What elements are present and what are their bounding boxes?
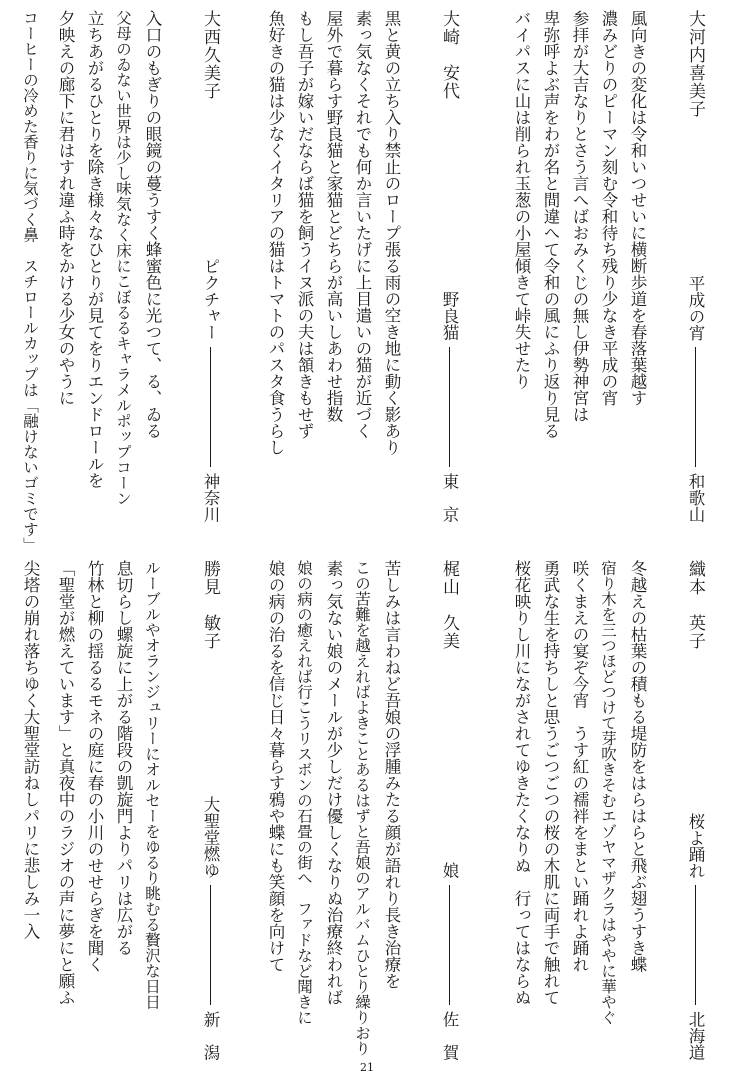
poem-line: 父母のゐない世界は少し味気なく床にこぼるるキャラメルポップコーン <box>114 10 132 506</box>
author-name: 織本 英子 <box>685 560 705 650</box>
dash-rule <box>695 347 696 467</box>
header-column <box>198 560 222 1060</box>
prefecture: 東 京 <box>440 472 459 522</box>
author-name: 大河内喜美子 <box>685 10 705 118</box>
bottom-section <box>0 560 734 1060</box>
poem-line: 冬越えの枯葉の積もる堤防をはらはらと飛ぶ翅うすき蝶 <box>628 560 647 973</box>
title-group <box>437 862 461 1060</box>
poem-line: 竹林と柳の揺るるモネの庭に春の小川のせせらぎを聞く <box>85 560 104 973</box>
poem-line: 尖塔の崩れ落ちゆく大聖堂訪ねしパリに悲しみ一入 <box>21 560 40 940</box>
title-group <box>198 796 222 1060</box>
dash-rule <box>210 885 211 1005</box>
poem-line: バイパスに山は削られ玉葱の小屋傾きて峠失せたり <box>512 10 531 390</box>
author-name: 大崎 安代 <box>439 10 459 100</box>
header-column <box>198 10 222 522</box>
poem-line: 風向きの変化は令和いつせいに横断歩道を春落葉越す <box>628 10 647 406</box>
poem-line: この苦難を越えればよきことあるはずと吾娘のアルバムひとり繰りおり <box>353 560 371 1056</box>
author-name: 大西久美子 <box>200 10 220 100</box>
poem-line: 黒と黄の立ち入り禁止のロープ張る雨の空き地に動く影あり <box>382 10 401 456</box>
poem-line: 息切らし螺旋に上がる階段の凱旋門よりパリは広がる <box>114 560 133 956</box>
poem-line: 立ちあがるひとりを除き様々なひとりが見てをりエンドロールを <box>85 10 104 489</box>
title-group <box>437 291 461 522</box>
prefecture: 佐 賀 <box>440 1010 459 1060</box>
poem-line: 素っ気なくそれでも何か言いたげに上目遣いの猫が近づく <box>353 10 372 439</box>
poem-line: 参拝が大吉なりとさう言へばおみくじの無し伊勢神宮は <box>570 10 589 423</box>
prefecture: 神奈川 <box>201 472 220 522</box>
dash-rule <box>449 885 450 1005</box>
poem-line: 苦しみは言わねど吾娘の浮腫みたる顔が語れり長き治療を <box>382 560 401 989</box>
poem-line: 魚好きの猫は少なくイタリアの猫はトマトのパスタ食うらし <box>266 10 285 456</box>
poem-line: 娘の病の治るを信じ日々暮らす鴉や蝶にも笑顔を向けて <box>266 560 285 973</box>
dash-rule <box>210 347 211 467</box>
poem-line: 娘の病の癒えれば行こうリスボンの石畳の街へ ファドなど聞きに <box>295 560 313 1025</box>
dash-rule <box>449 347 450 467</box>
header-column <box>437 10 461 522</box>
prefecture: 和歌山 <box>686 472 705 522</box>
poem-line: 夕映えの廊下に君はすれ違ふ時をかける少女のやうに <box>56 10 75 406</box>
poem-line: 桜花映りし川にながされてゆきたくなりぬ 行ってはならぬ <box>512 560 531 1006</box>
header-column <box>437 560 461 1060</box>
poem-series-title: 桜よ踊れ <box>686 812 705 879</box>
poem-line: 勇武な生を持ちしと思うごつごつの桜の木肌に両手で触れて <box>541 560 560 1006</box>
prefecture: 北海道 <box>686 1010 705 1060</box>
header-column <box>683 560 707 1060</box>
poem-series-title: 娘 <box>440 862 459 879</box>
dash-rule <box>695 885 696 1005</box>
poem-series-title: 平成の宵 <box>686 274 705 341</box>
poem-line: 卑弥呼よぶ声をわが名と間違へて令和の風にふり返り見る <box>541 10 560 439</box>
poem-line: ルーブルやオランジュリーにオルセーをゆるり眺むる贅沢な日日 <box>143 560 161 1010</box>
page-number: 21 <box>360 1061 374 1074</box>
top-section <box>0 10 734 553</box>
poem-line: 濃みどりのピーマン刻む令和待ち残り少なき平成の宵 <box>599 10 618 406</box>
title-group <box>683 275 707 523</box>
poem-line: 素っ気ない娘のメールが少しだけ優しくなりぬ治療終われば <box>324 560 343 1006</box>
poem-line: 「聖堂が燃えています」と真夜中のラジオの声に夢にと願ふ <box>56 560 75 1006</box>
author-name: 勝見 敏子 <box>200 560 220 650</box>
poem-line: コーヒーの冷めた香りに気づく鼻 スチロールカップは「融けないゴミです」 <box>21 10 39 553</box>
poem-series-title: 大聖堂燃ゆ <box>201 796 220 879</box>
poem-series-title: ピクチャー <box>201 258 220 341</box>
author-name: 梶山 久美 <box>439 560 459 650</box>
title-group <box>683 813 707 1061</box>
header-column <box>683 10 707 522</box>
poem-line: 入口のもぎりの眼鏡の蔓うすく蜂蜜色に光つて、る、ゐる <box>143 10 162 439</box>
title-group <box>198 258 222 522</box>
poem-line: 屋外で暮らす野良猫と家猫とどちらが高いしあわせ指数 <box>324 10 343 423</box>
poem-line: 咲くまえの宴ぞ今宵 うす紅の襦袢をまとい踊れよ踊れ <box>570 560 589 973</box>
poem-line: 宿り木を三つほどつけて芽吹きそむエゾヤマザクラはややに華やぐ <box>599 560 617 1025</box>
prefecture: 新 潟 <box>201 1010 220 1060</box>
poem-series-title: 野良猫 <box>440 291 459 341</box>
poem-line: もし吾子が嫁いだならば猫を飼うイヌ派の夫は頷きもせず <box>295 10 314 439</box>
